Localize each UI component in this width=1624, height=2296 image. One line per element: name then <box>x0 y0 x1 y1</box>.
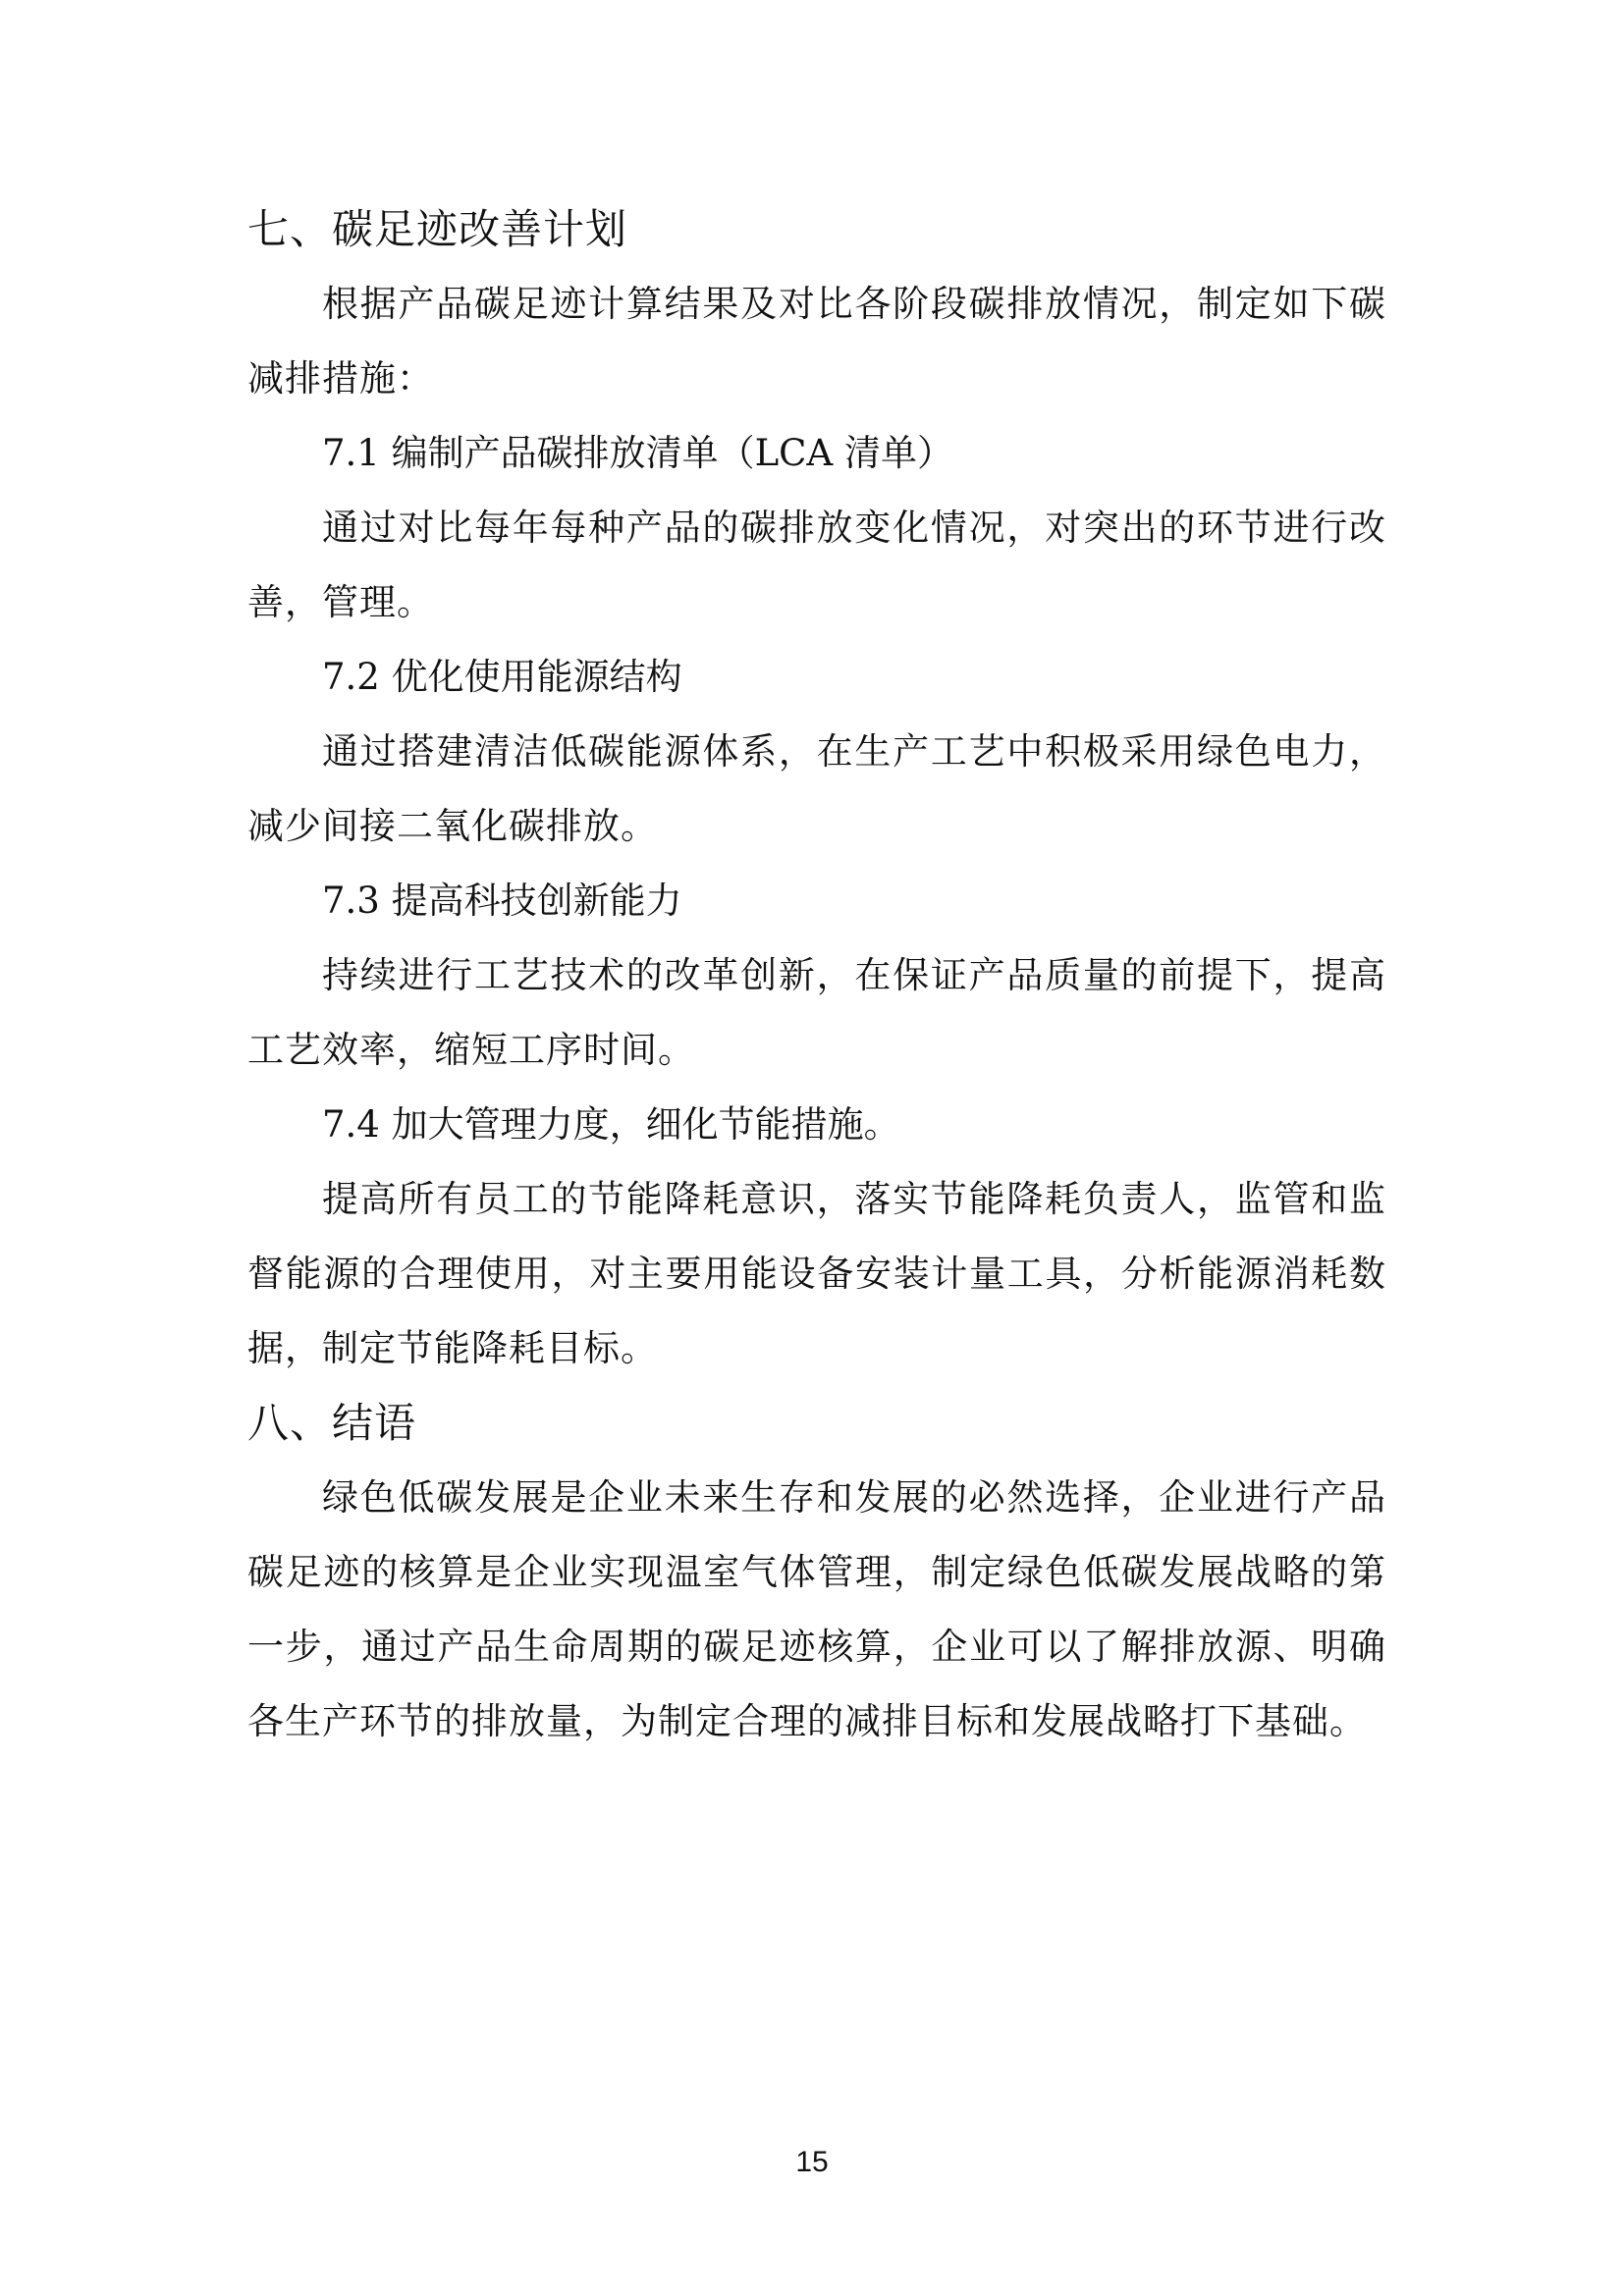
subheading-7-1: 7.1 编制产品碳排放清单（LCA 清单） <box>322 432 953 474</box>
paragraph-7-4: 提高所有员工的节能降耗意识，落实节能降耗负责人，监管和监督能源的合理使用，对主要用能设备安装计量工具，分析能源消耗数据，制定节能降耗目标。 <box>247 1178 1386 1369</box>
subheading-7-2: 7.2 优化使用能源结构 <box>322 656 682 698</box>
page-number: 15 <box>795 2146 829 2178</box>
subheading-7-4: 7.4 加大管理力度，细化节能措施。 <box>322 1103 900 1146</box>
paragraph-7-1: 通过对比每年每种产品的碳排放变化情况，对突出的环节进行改善，管理。 <box>247 507 1386 623</box>
section-carbon-footprint-improvement-plan <box>247 192 1386 1386</box>
paragraph-7-3: 持续进行工艺技术的改革创新，在保证产品质量的前提下，提高工艺效率，缩短工序时间。 <box>247 954 1386 1071</box>
page-content <box>247 192 1386 1759</box>
paragraph-7-2: 通过搭建清洁低碳能源体系，在生产工艺中积极采用绿色电力，减少间接二氧化碳排放。 <box>247 730 1386 847</box>
conclusion-paragraph: 绿色低碳发展是企业未来生存和发展的必然选择，企业进行产品碳足迹的核算是企业实现温室气体管理，制定绿色低碳发展战略的第一步，通过产品生命周期的碳足迹核算，企业可以了解排放源、明确各生产环节的排放量，为制定合理的减排目标和发展战略打下基础。 <box>247 1476 1386 1742</box>
section-intro-paragraph: 根据产品碳足迹计算结果及对比各阶段碳排放情况，制定如下碳减排措施： <box>247 283 1386 400</box>
section-heading: 七、碳足迹改善计划 <box>247 205 628 253</box>
subheading-7-3: 7.3 提高科技创新能力 <box>322 880 682 922</box>
section-conclusion <box>247 1386 1386 1759</box>
section-heading: 八、结语 <box>247 1399 417 1447</box>
